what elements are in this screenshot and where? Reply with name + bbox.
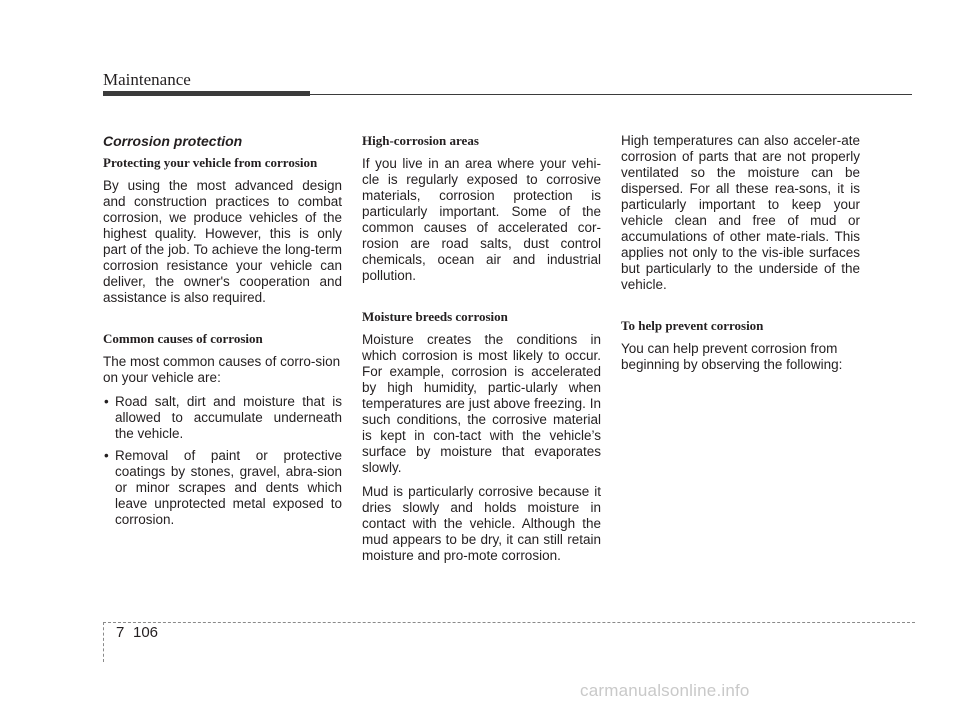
- chapter-number: 7: [116, 624, 125, 641]
- paragraph-high-corrosion: If you live in an area where your vehi-cle is regularly exposed to corrosive materials, corrosion protection is particularly important. Some of the common causes of accelerated cor-rosion are road salts, dust control chemicals, ocean air and industrial pollution.: [362, 156, 601, 283]
- subheading-common-causes: Common causes of corrosion: [103, 331, 263, 346]
- paragraph-protecting: By using the most advanced design and construction practices to combat corrosion, we produce vehicles of the highest quality. However, this is only part of the job. To achieve the long-term corrosion resistance your vehicle can deliver, the owner's cooperation and assistance is also required.: [103, 178, 342, 305]
- list-item: [103, 394, 342, 442]
- page-header-title: Maintenance: [103, 70, 191, 89]
- list-item: [103, 448, 342, 528]
- spacer: [103, 314, 342, 331]
- subheading-moisture: Moisture breeds corrosion: [362, 309, 508, 324]
- bullet-icon: •: [104, 394, 109, 409]
- paragraph-mud: Mud is particularly corrosive because it dries slowly and holds moisture in contact with the vehicle. Although the mud appears to be dry, it can still retain moisture and pro-mote corrosion.: [362, 484, 601, 563]
- paragraph-prevent: You can help prevent corrosion from beginning by observing the following:: [621, 341, 843, 372]
- spacer: [362, 292, 601, 309]
- column-middle: [362, 133, 601, 572]
- list-item-text: Road salt, dirt and moisture that is allowed to accumulate underneath the vehicle.: [115, 394, 342, 441]
- subheading-high-corrosion: High-corrosion areas: [362, 133, 479, 148]
- section-title: Corrosion protection: [103, 133, 243, 149]
- subheading-protecting: Protecting your vehicle from corrosion: [103, 155, 318, 170]
- list-item-text: Removal of paint or protective coatings by stones, gravel, abra-sion or minor scrapes and dents which leave unprotected metal exposed to corrosion.: [115, 448, 342, 527]
- spacer: [621, 301, 860, 318]
- page-number: 106: [133, 624, 159, 641]
- column-right: [621, 133, 860, 381]
- paragraph-high-temperatures: High temperatures can also acceler-ate corrosion of parts that are not properly ventilated so the moisture can be dispersed. For all these rea-sons, it is particularly important to keep your vehicle clean and free of mud or accumulations of other mate-rials. This applies not only to the vis-ible surfaces but particularly to the underside of the vehicle.: [621, 133, 860, 292]
- footer-divider: [103, 622, 104, 662]
- header-rule: [103, 94, 912, 95]
- subheading-prevent: To help prevent corrosion: [621, 318, 764, 333]
- watermark: carmanualsonline.info: [580, 681, 750, 700]
- column-left: [103, 133, 342, 534]
- bullet-icon: •: [104, 448, 109, 463]
- causes-list: [103, 394, 342, 528]
- footer-rule: [103, 622, 915, 623]
- paragraph-moisture: Moisture creates the conditions in which corrosion is most likely to occur. For example, corrosion is accelerated by high humidity, partic-ularly when temperatures are just above freezing. In such conditions, the corrosive material is kept in con-tact with the vehicle’s surface by moisture that evaporates slowly.: [362, 332, 601, 475]
- paragraph-common-causes: The most common causes of corro-sion on your vehicle are:: [103, 354, 341, 385]
